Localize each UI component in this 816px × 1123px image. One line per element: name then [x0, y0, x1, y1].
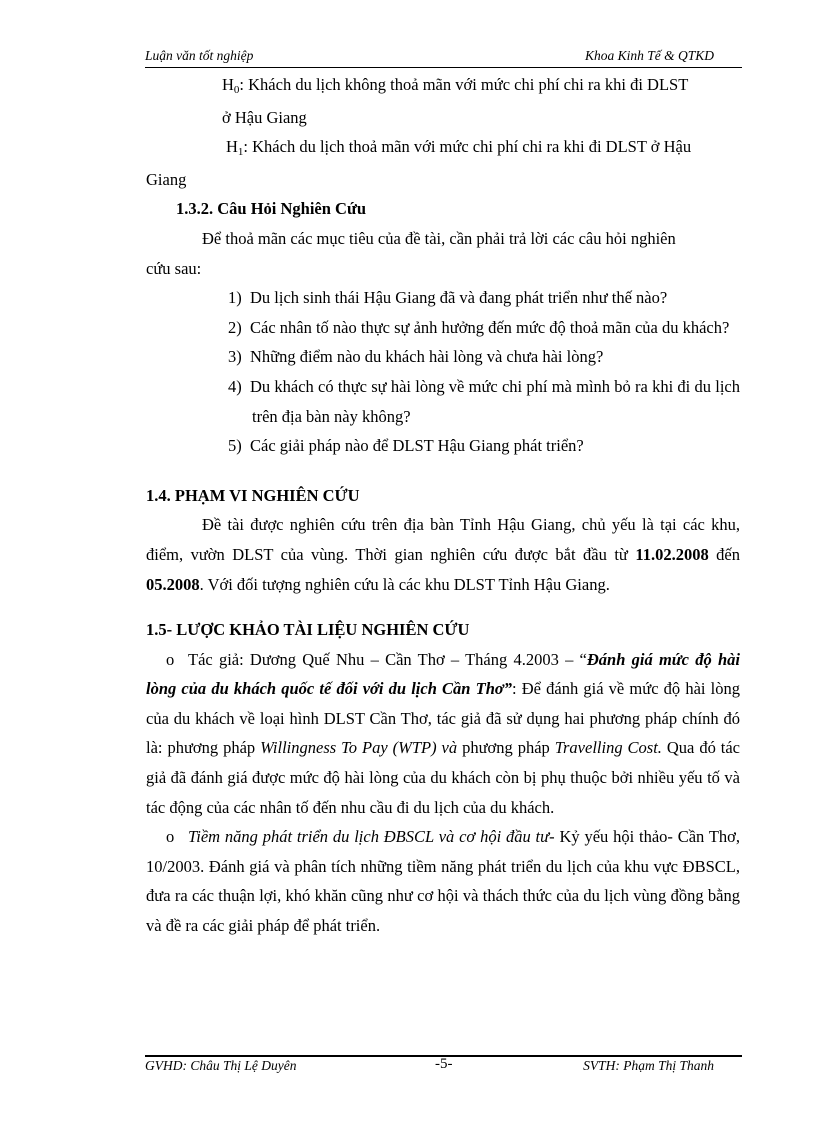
paragraph: Đề tài được nghiên cứu trên địa bàn Tỉnh Hậu Giang, chủ yếu là tại các khu, điểm, vườn DLST của vùng. Thời gian nghiên cứu được bắt đầu từ 11.02.2008 đến 05.2008. Với đối tượng nghiên cứu là các khu DLST Tỉnh Hậu Giang. [146, 515, 741, 594]
page-content [146, 70, 740, 941]
page-number: -5- [435, 1056, 453, 1072]
footer-left: GVHD: Châu Thị Lệ Duyên [145, 1058, 297, 1073]
footer-right: SVTH: Phạm Thị Thanh [583, 1058, 714, 1073]
paragraph: Để thoả mãn các mục tiêu của đề tài, cần phải trả lời các câu hỏi nghiên [202, 228, 676, 248]
list-item: 1) Du lịch sinh thái Hậu Giang đã và đang phát triển như thế nào? [228, 288, 668, 308]
header-right: Khoa Kinh Tế & QTKD [584, 48, 714, 63]
hypothesis-h0: $H_0$: Khách du lịch không thoả mãn với mức chi phí chi ra khi đi DLST [222, 75, 689, 96]
list-item: o Tiềm năng phát triển du lịch ĐBSCL và cơ hội đầu tư- Kỷ yếu hội thảo- Cần Thơ, 10/2003. Đánh giá và phân tích những tiềm năng phát triển du lịch của khu vực ĐBSCL, đưa ra các thuận lợi, khó khăn cũng như cơ hội và thách thức của du lịch vùng đồng bằng và đề ra các giải pháp để phát triển. [146, 822, 740, 940]
subsection-title: 1.3.2. Câu Hỏi Nghiên Cứu [176, 199, 367, 219]
list-item: 5) Các giải pháp nào để DLST Hậu Giang phát triển? [228, 436, 584, 456]
paragraph-cont: cứu sau: [146, 258, 202, 278]
hypothesis-h1: $H_1$: Khách du lịch thoả mãn với mức chi phí chi ra khi đi DLST ở Hậu [226, 137, 692, 159]
hypothesis-h0-cont: ở Hậu Giang [222, 107, 307, 127]
bullet-circle-icon: o [166, 649, 175, 669]
header-rule [145, 67, 742, 68]
list-item: 2) Các nhân tố nào thực sự ảnh hưởng đến mức độ thoả mãn của du khách? [228, 317, 730, 337]
hypothesis-h1-cont: Giang [146, 169, 187, 189]
section-title: 1.4. PHẠM VI NGHIÊN CỨU [146, 485, 360, 505]
list-item: 4) Du khách có thực sự hài lòng về mức chi phí mà mình bỏ ra khi đi du lịch trên địa bàn này không? [228, 376, 740, 426]
section-title: 1.5- LƯỢC KHẢO TÀI LIỆU NGHIÊN CỨU [146, 620, 470, 640]
bullet-circle-icon: o [166, 827, 175, 847]
page-header [145, 48, 742, 66]
header-left: Luận văn tốt nghiệp [145, 48, 254, 63]
page-footer [145, 1058, 742, 1076]
list-item: o Tác giả: Dương Quế Nhu – Cần Thơ – Tháng 4.2003 – “Đánh giá mức độ hài lòng của du khách quốc tế đối với du lịch Cần Thơ”: Để đánh giá về mức độ hài lòng của du khách về loại hình DLST Cần Thơ, tác giả đã sử dụng hai phương pháp chính đó là: phương pháp Willingness To Pay (WTP) và phương pháp Travelling Cost. Qua đó tác giả đã đánh giá được mức độ hài lòng của du khách còn bị phụ thuộc bởi nhiều yếu tố và tác động của các nhân tố đến nhu cầu đi du lịch của du khách. [146, 645, 740, 823]
list-item: 3) Những điểm nào du khách hài lòng và chưa hài lòng? [228, 347, 604, 367]
